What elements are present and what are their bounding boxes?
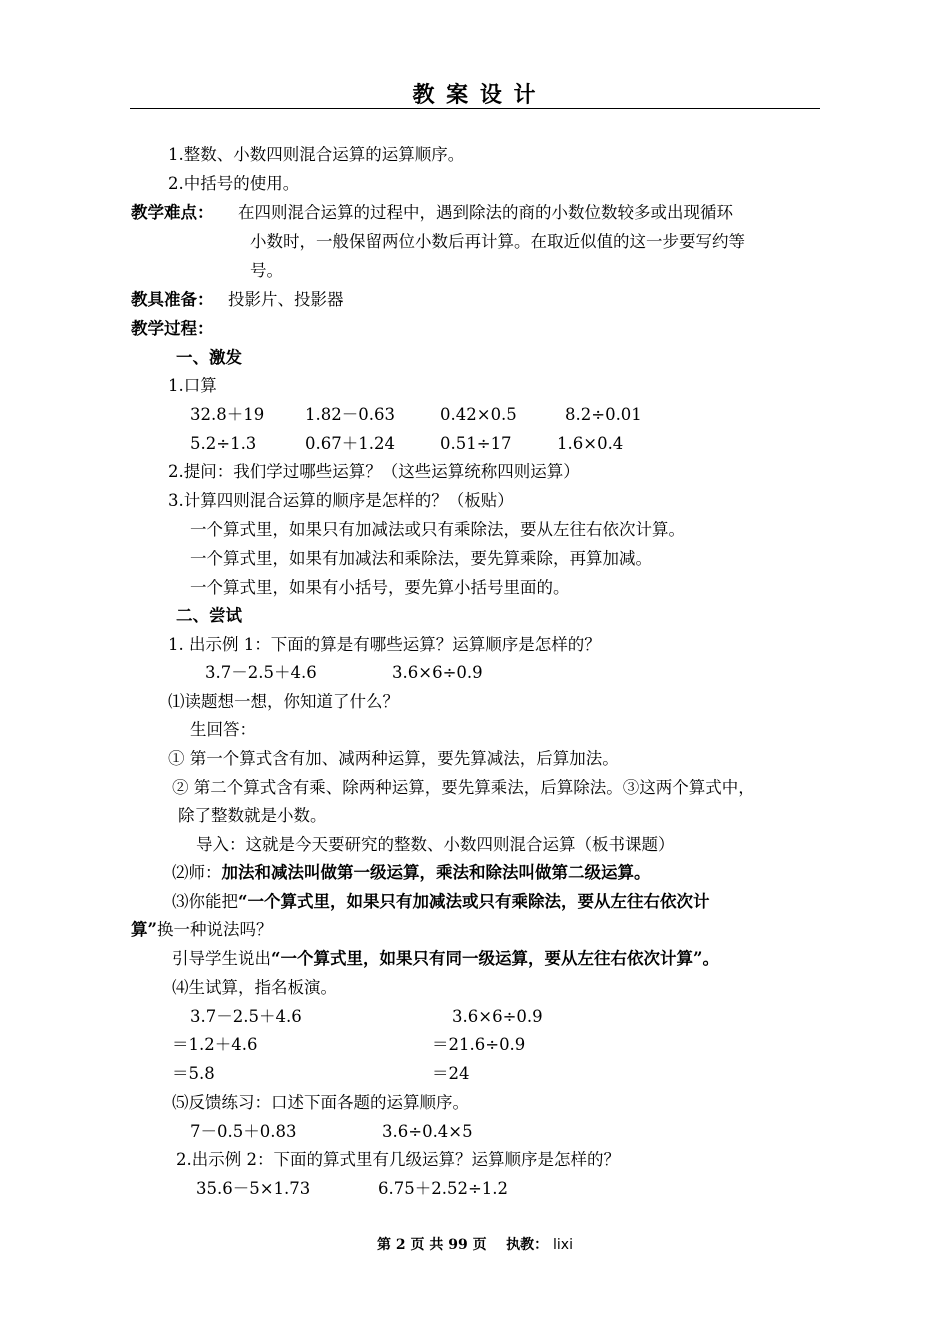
step-2-prefix: ⑵师： [172, 863, 222, 882]
order-question: 3.计算四则混合运算的顺序是怎样的？（板贴） [168, 491, 514, 510]
step-4: ⑷生试算，指名板演。 [172, 978, 337, 997]
oral-heading: 1.口算 [168, 376, 217, 395]
oral-item: 0.42×0.5 [440, 405, 517, 424]
header-divider [130, 108, 820, 109]
oral-item: 8.2÷0.01 [565, 405, 642, 424]
step-3-suffix: 换一种说法吗？ [157, 920, 273, 939]
oral-item: 1.82－0.63 [305, 405, 395, 424]
calc-b-line-3: ＝24 [432, 1064, 470, 1083]
oral-item: 5.2÷1.3 [190, 434, 257, 453]
author-value: lixi [553, 1237, 573, 1253]
difficulty-text-1: 在四则混合运算的过程中，遇到除法的商的小数位数较多或出现循环 [238, 203, 733, 222]
calc-a-line-2: ＝1.2＋4.6 [172, 1035, 258, 1054]
example-2-expr-b: 6.75＋2.52÷1.2 [378, 1179, 509, 1198]
tools-value: 投影片、投影器 [228, 290, 344, 309]
question-line: 2.提问：我们学过哪些运算？（这些运算统称四则运算） [168, 462, 580, 481]
feedback-expr-a: 7－0.5＋0.83 [190, 1122, 297, 1141]
difficulty-text-2: 小数时，一般保留两位小数后再计算。在取近似值的这一步要写约等 [250, 232, 745, 251]
oral-item: 0.51÷17 [440, 434, 512, 453]
guide-prefix: 引导学生说出 [172, 949, 271, 968]
example-1-expr-b: 3.6×6÷0.9 [392, 663, 483, 682]
student-answer: 生回答： [190, 720, 256, 739]
step-1: ⑴读题想一想，你知道了什么？ [168, 692, 399, 711]
calc-a-line-1: 3.7－2.5＋4.6 [190, 1007, 302, 1026]
answer-3: 除了整数就是小数。 [178, 806, 327, 825]
guide-line [172, 949, 719, 969]
step-3 [172, 892, 710, 912]
difficulty-label: 教学难点： [131, 203, 214, 222]
page-footer [130, 1234, 820, 1254]
page-number: 第 2 页 共 99 页 [377, 1237, 487, 1253]
step-3-bold: “一个算式里，如果只有加减法或只有乘除法，要从左往右依次计 [238, 892, 710, 911]
section-1-title: 一、激发 [176, 348, 242, 367]
step-2-bold: 加法和减法叫做第一级运算，乘法和除法叫做第二级运算。 [221, 863, 651, 882]
calc-b-line-2: ＝21.6÷0.9 [432, 1035, 526, 1054]
feedback-expr-b: 3.6÷0.4×5 [382, 1122, 473, 1141]
oral-item: 0.67＋1.24 [305, 434, 395, 453]
oral-item: 32.8＋19 [190, 405, 265, 424]
answer-2: ② 第二个算式含有乘、除两种运算，要先算乘法，后算除法。③这两个算式中， [172, 778, 755, 797]
rule-1: 一个算式里，如果只有加减法或只有乘除法，要从左往右依次计算。 [190, 520, 685, 539]
example-1-expr-a: 3.7－2.5＋4.6 [205, 663, 317, 682]
point-2: 2.中括号的使用。 [168, 174, 300, 193]
example-1: 1. 出示例 1：下面的算是有哪些运算？运算顺序是怎样的？ [168, 635, 601, 654]
author-label: 执教： [506, 1237, 549, 1253]
intro-line: 导入：这就是今天要研究的整数、小数四则混合运算（板书课题） [196, 835, 675, 854]
calc-b-line-1: 3.6×6÷0.9 [452, 1007, 543, 1026]
answer-1: ① 第一个算式含有加、减两种运算，要先算减法，后算加法。 [168, 749, 619, 768]
point-1: 1.整数、小数四则混合运算的运算顺序。 [168, 145, 465, 164]
step-3-bold-cont: 算” [131, 920, 157, 939]
rule-3: 一个算式里，如果有小括号，要先算小括号里面的。 [190, 578, 570, 597]
example-2: 2.出示例 2：下面的算式里有几级运算？运算顺序是怎样的？ [176, 1150, 620, 1169]
step-5: ⑸反馈练习：口述下面各题的运算顺序。 [172, 1093, 469, 1112]
step-3-prefix: ⑶你能把 [172, 892, 238, 911]
page-title: 教 案 设 计 [412, 82, 538, 108]
difficulty-text-3: 号。 [250, 261, 283, 280]
step-3-cont [131, 920, 273, 940]
process-label: 教学过程： [131, 319, 214, 338]
tools-label: 教具准备： [131, 290, 214, 309]
calc-a-line-3: ＝5.8 [172, 1064, 215, 1083]
guide-bold: “一个算式里，如果只有同一级运算，要从左往右依次计算”。 [271, 949, 719, 968]
example-2-expr-a: 35.6－5×1.73 [196, 1179, 311, 1198]
rule-2: 一个算式里，如果有加减法和乘除法，要先算乘除，再算加减。 [190, 549, 652, 568]
section-2-title: 二、尝试 [176, 606, 242, 625]
oral-item: 1.6×0.4 [557, 434, 624, 453]
step-2 [172, 863, 651, 883]
